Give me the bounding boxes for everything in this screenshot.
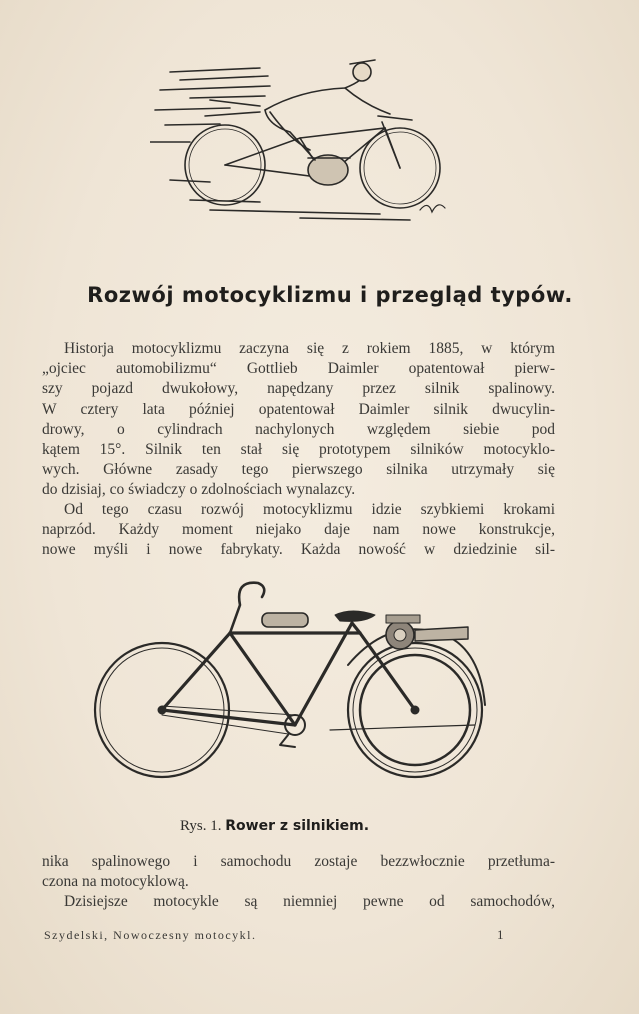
text-line: do dzisiaj, co świadczy o zdolnościach wynalazcy. bbox=[42, 481, 356, 499]
text-line: kątem 15°. Silnik ten stał się prototypem silników motocyklo- bbox=[42, 441, 555, 459]
text-line: szy pojazd dwukołowy, napędzany przez silnik spalinowy. bbox=[42, 380, 555, 398]
page-number: 1 bbox=[497, 927, 504, 942]
caption-prefix: Rys. 1. bbox=[180, 818, 222, 834]
text-line: Dzisiejsze motocykle są niemniej pewne od samochodów, bbox=[64, 893, 555, 911]
text-line: Historja motocyklizmu zaczyna się z rokiem 1885, w którym bbox=[64, 340, 555, 357]
motorcyclist-sketch-illustration bbox=[150, 50, 460, 230]
book-footer: Szydelski, Nowoczesny motocykl. bbox=[44, 928, 257, 942]
text-line: nowe myśli i nowe fabrykaty. Każda nowość w dziedzinie sil- bbox=[42, 541, 555, 559]
paragraph-continued bbox=[42, 852, 555, 913]
text-line: wych. Główne zasady tego pierwszego silnika utrzymały się bbox=[42, 461, 555, 479]
bicycle-with-engine-illustration bbox=[90, 575, 500, 790]
text-line: Od tego czasu rozwój motocyklizmu idzie szybkiemi krokami bbox=[64, 501, 555, 518]
chapter-heading: Rozwój motocyklizmu i przegląd typów. bbox=[87, 283, 573, 307]
text-line: nika spalinowego i samochodu zostaje bezzwłocznie przetłuma- bbox=[42, 853, 555, 870]
paragraph-history bbox=[42, 339, 555, 501]
text-line: naprzód. Każdy moment niejako daje nam nowe konstrukcje, bbox=[42, 521, 555, 539]
caption-title: Rower z silnikiem. bbox=[225, 818, 370, 834]
figure-caption bbox=[180, 818, 480, 835]
text-line: drowy, o cylindrach nachylonych względem siebie pod bbox=[42, 420, 555, 438]
text-line: czona na motocyklową. bbox=[42, 873, 189, 891]
text-line: „ojciec automobilizmu“ Gottlieb Daimler opatentował pierw- bbox=[42, 360, 555, 378]
text-line: W cztery lata później opatentował Daimler silnik dwucylin- bbox=[42, 400, 555, 418]
paragraph-development bbox=[42, 500, 555, 561]
